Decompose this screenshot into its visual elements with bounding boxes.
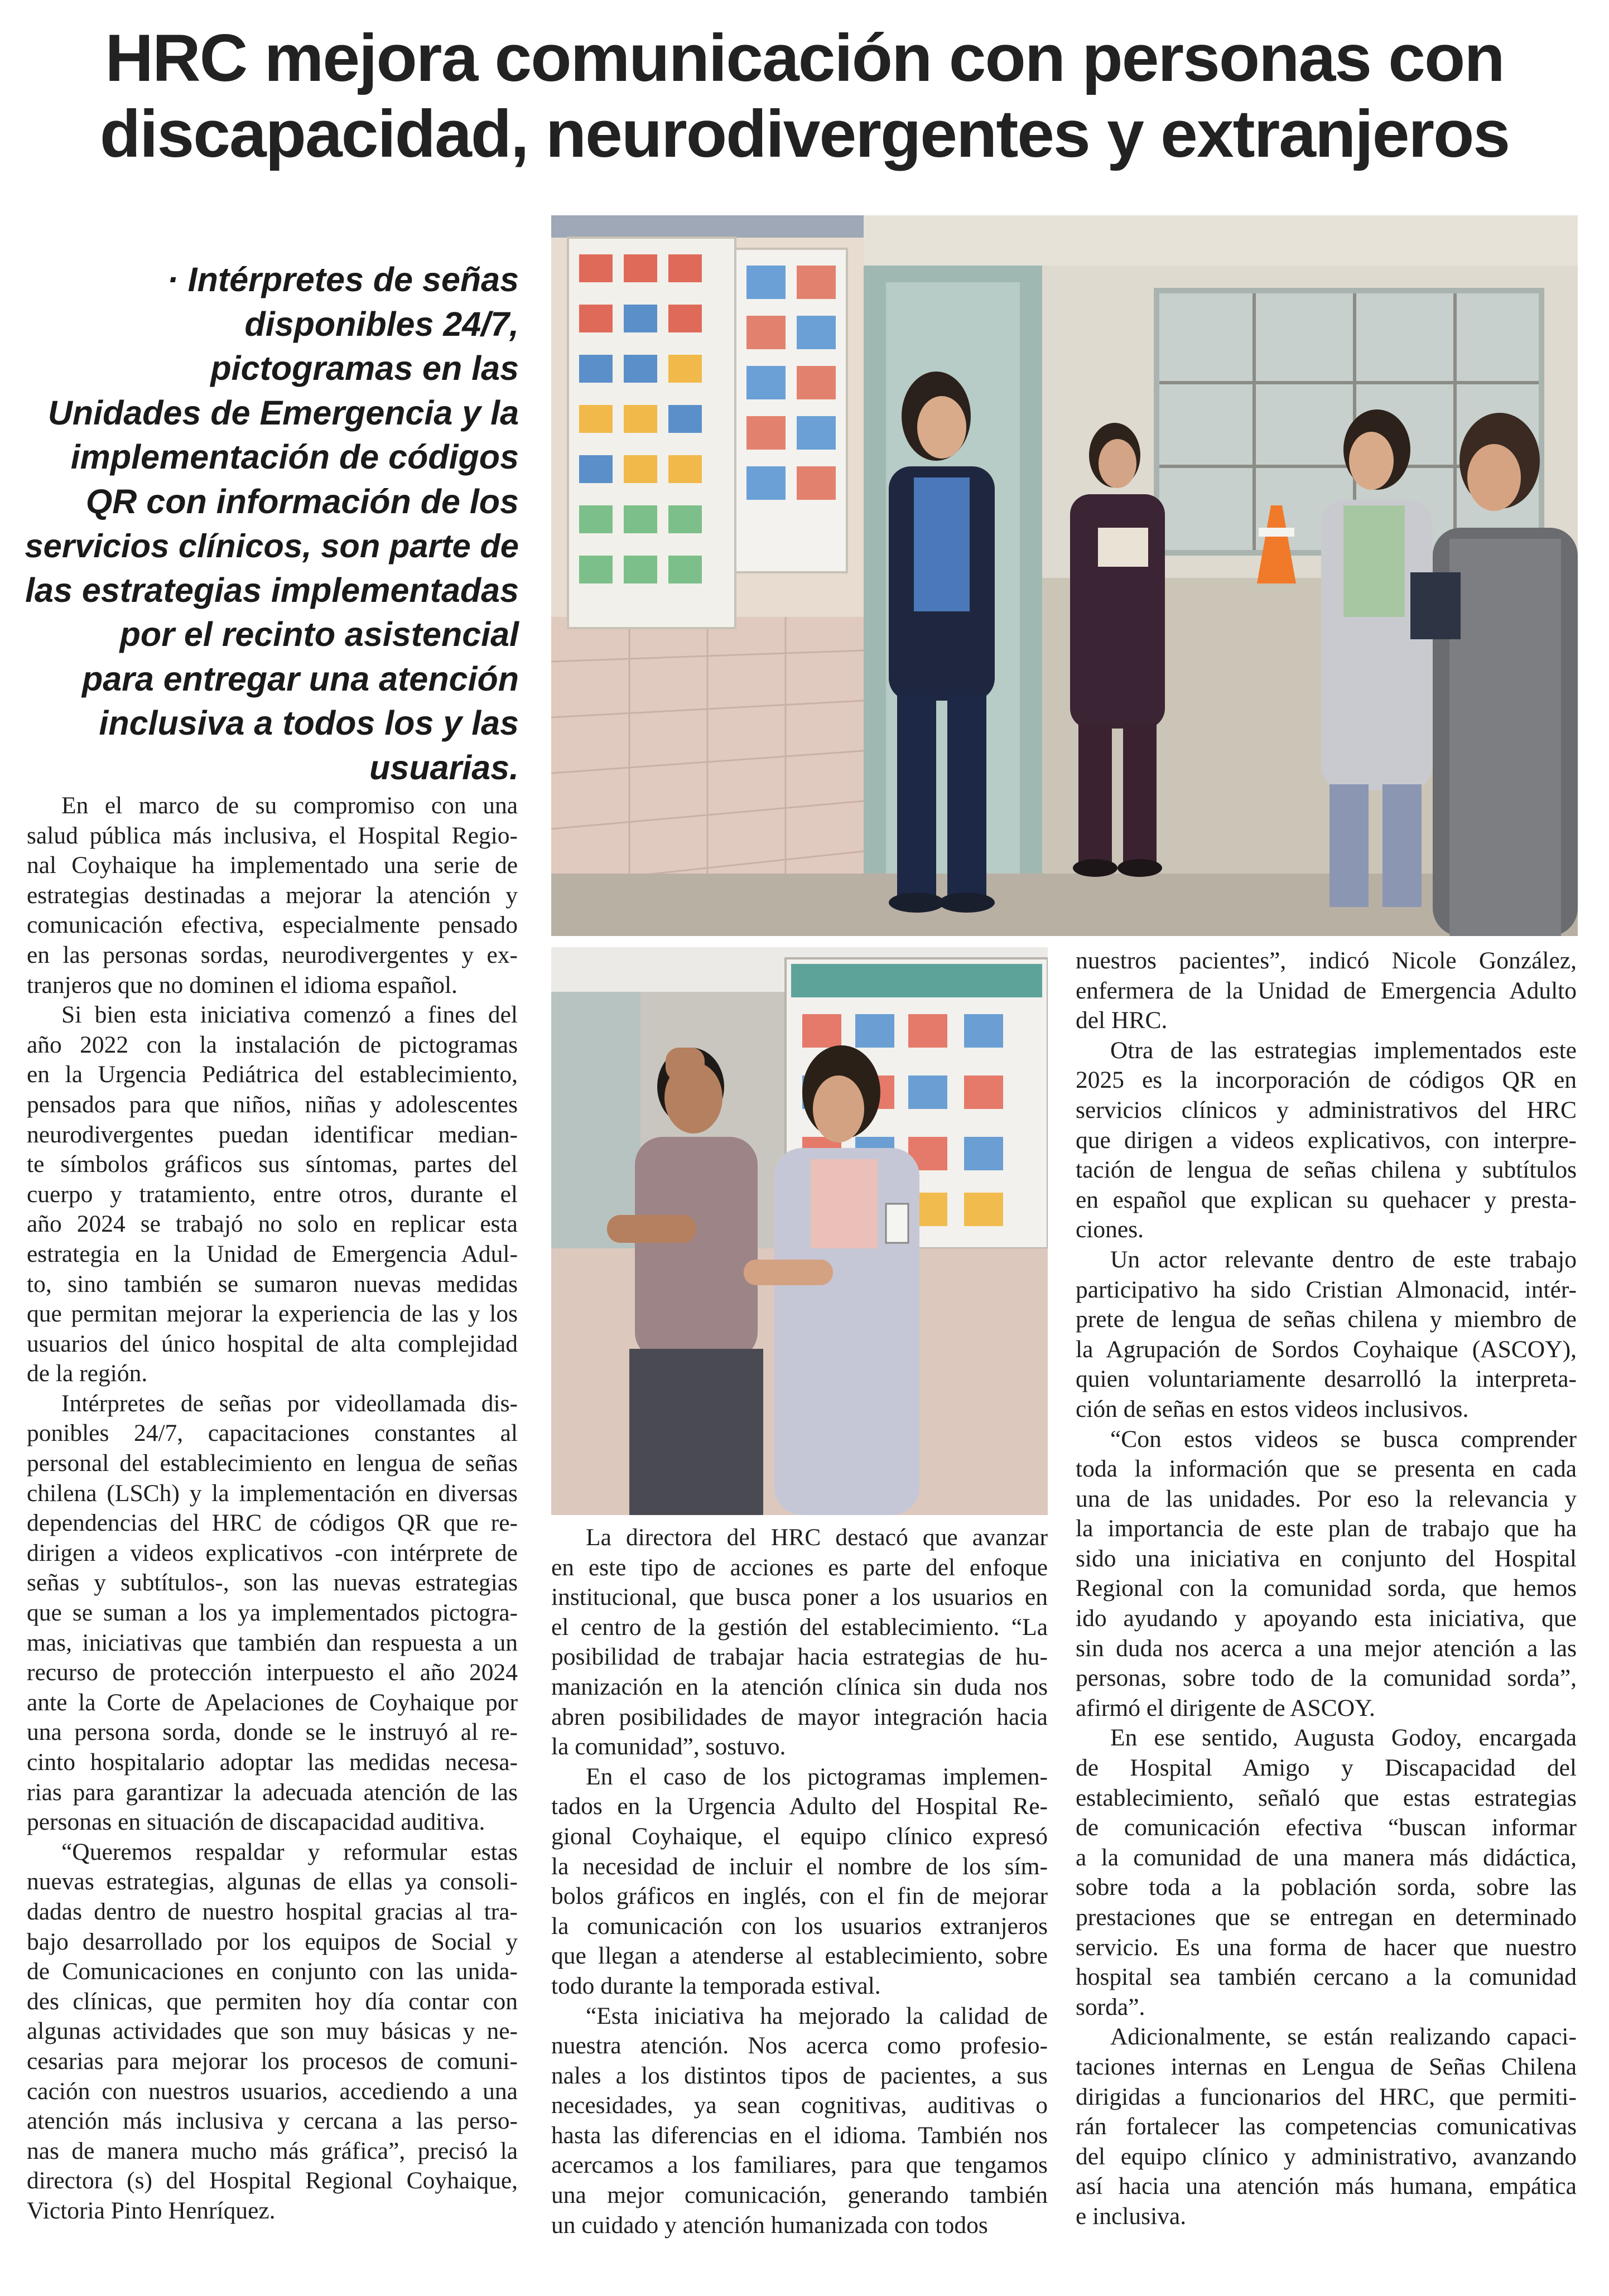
body-text-line: ción de señas en estos videos inclusivos. bbox=[1076, 1395, 1469, 1422]
body-text-line: Si bien esta iniciativa comenzó a fines del bbox=[61, 1001, 518, 1029]
photo-hallway-staff bbox=[551, 215, 1578, 936]
body-text-line: dependencias del HRC de códigos QR que re- bbox=[27, 1509, 518, 1537]
body-text-line: una persona sorda, donde se le instruyó al re- bbox=[27, 1719, 518, 1746]
body-text-line: señas y subtítulos-, son las nuevas estrategias bbox=[27, 1569, 518, 1596]
lead-line: disponibles 24/7, bbox=[244, 305, 519, 343]
body-text-line: tación de lengua de señas chilena y subtítulos bbox=[1076, 1156, 1577, 1184]
body-text-line: año 2024 se trabajó no solo en replicar esta bbox=[27, 1210, 518, 1238]
lead-line: por el recinto asistencial bbox=[119, 615, 519, 653]
body-text-line: toda la información que se presenta en cada bbox=[1076, 1455, 1577, 1483]
body-text-line: pensados para que niños, niñas y adolescentes bbox=[27, 1091, 518, 1118]
body-text-line: de Hospital Amigo y Discapacidad del bbox=[1076, 1754, 1577, 1782]
body-column-1 bbox=[27, 791, 518, 2226]
body-text-line: taciones internas en Lengua de Señas Chilena bbox=[1076, 2053, 1577, 2080]
body-text-line: usuarios del único hospital de alta complejidad bbox=[27, 1330, 518, 1357]
body-text-line: que dirigen a videos explicativos, con interpre- bbox=[1076, 1126, 1577, 1154]
body-text-line: dadas dentro de nuestro hospital gracias al tra- bbox=[27, 1898, 518, 1925]
body-text-line: posibilidad de trabajar hacia estrategias de hu- bbox=[551, 1643, 1048, 1671]
body-text-line: acercamos a los familiares, para que tengamos bbox=[551, 2152, 1048, 2179]
body-text-line: manización en la atención clínica sin duda nos bbox=[551, 1673, 1048, 1700]
body-text-line: que llegan a atenderse al establecimiento, sobre bbox=[551, 1942, 1048, 1970]
body-text-line: Adicionalmente, se están realizando capaci- bbox=[1110, 2023, 1577, 2051]
body-text-line: “Esta iniciativa ha mejorado la calidad de bbox=[586, 2002, 1048, 2029]
body-text-line: algunas actividades que son muy básicas y ne- bbox=[27, 2018, 518, 2045]
body-text-line: cesarias para mejorar los procesos de comuni- bbox=[27, 2047, 518, 2075]
body-text-line: “Queremos respaldar y reformular estas bbox=[61, 1838, 518, 1865]
body-column-3 bbox=[1076, 946, 1577, 2232]
body-text-line: mas, iniciativas que también dan respuesta a un bbox=[27, 1629, 518, 1656]
body-text-line: ponibles 24/7, capacitaciones constantes al bbox=[27, 1420, 518, 1447]
lead-paragraph bbox=[22, 258, 519, 790]
body-text-line: rán fortalecer las competencias comunicativas bbox=[1076, 2113, 1577, 2140]
lead-line: servicios clínicos, son parte de bbox=[25, 527, 519, 565]
body-text-line: En el caso de los pictogramas implemen- bbox=[586, 1763, 1048, 1790]
body-text-line: nales a los distintos tipos de pacientes, a sus bbox=[551, 2062, 1048, 2089]
body-text-line: de comunicación efectiva “buscan informar bbox=[1076, 1814, 1577, 1841]
body-text-line: que se suman a los ya implementados pictogra- bbox=[27, 1599, 518, 1627]
body-text-line: dirigidas a funcionarios del HRC, que permiti- bbox=[1076, 2083, 1577, 2110]
body-text-line: te símbolos gráficos sus síntomas, partes del bbox=[27, 1151, 518, 1178]
body-text-line: hospital sea también cercano a la comunidad bbox=[1076, 1964, 1577, 1991]
photo-interpreter-nurse bbox=[551, 947, 1048, 1515]
body-text-line: necesidades, ya sean cognitivas, auditivas o bbox=[551, 2092, 1048, 2119]
body-text-line: sorda”. bbox=[1076, 1993, 1145, 2020]
body-text-line: ido ayudando y apoyando esta iniciativa, que bbox=[1076, 1605, 1577, 1632]
body-text-line: hasta las diferencias en el idioma. También nos bbox=[551, 2121, 1048, 2149]
body-text-line: nas de manera mucho más gráfica”, precisó la bbox=[27, 2137, 518, 2164]
body-text-line: abren posibilidades de mayor integración hacia bbox=[551, 1703, 1048, 1730]
body-text-line: ante la Corte de Apelaciones de Coyhaique por bbox=[27, 1689, 518, 1716]
body-text-line: estrategias destinadas a mejorar la atención y bbox=[27, 881, 518, 909]
lead-line: las estrategias implementadas bbox=[25, 571, 519, 609]
body-text-line: gional Coyhaique, el equipo clínico expresó bbox=[551, 1822, 1048, 1850]
body-text-line: de la región. bbox=[27, 1360, 148, 1387]
body-text-line: ciones. bbox=[1076, 1216, 1144, 1243]
body-text-line: establecimiento, señaló que estas estrategias bbox=[1076, 1784, 1577, 1811]
body-text-line: la comunidad”, sostuvo. bbox=[551, 1733, 786, 1760]
body-text-line: prestaciones que se entregan en determinado bbox=[1076, 1904, 1577, 1931]
body-text-line: Un actor relevante dentro de este trabajo bbox=[1110, 1246, 1577, 1273]
lead-line: usuarias. bbox=[369, 748, 519, 787]
body-text-line: sobre toda a la población sorda, sobre las bbox=[1076, 1874, 1577, 1901]
body-text-line: el centro de la gestión del establecimiento. “La bbox=[551, 1613, 1048, 1641]
body-text-line: de Comunicaciones en conjunto con las unida- bbox=[27, 1958, 518, 1985]
body-text-line: sido una iniciativa en conjunto del Hospital bbox=[1076, 1545, 1577, 1572]
body-text-line: en este tipo de acciones es parte del enfoque bbox=[551, 1554, 1048, 1581]
body-text-line: servicio. Es una forma de hacer que nuestro bbox=[1076, 1933, 1577, 1961]
body-text-line: nuestros pacientes”, indicó Nicole González, bbox=[1076, 947, 1577, 974]
body-text-line: bajo desarrollado por los equipos de Social y bbox=[27, 1928, 518, 1955]
lead-line: implementación de códigos bbox=[70, 438, 519, 476]
headline-line-1: HRC mejora comunicación con personas con bbox=[105, 21, 1504, 95]
body-text-line: nuevas estrategias, algunas de ellas ya consoli- bbox=[27, 1868, 518, 1895]
body-text-line: Otra de las estrategias implementados este bbox=[1110, 1036, 1577, 1064]
body-text-line: una de las unidades. Por eso la relevancia y bbox=[1076, 1485, 1577, 1512]
body-text-line: un cuidado y atención humanizada con todos bbox=[551, 2211, 988, 2239]
headline-line-2: discapacidad, neurodivergentes y extranjeros bbox=[99, 97, 1510, 171]
body-text-line: la necesidad de incluir el nombre de los sím- bbox=[551, 1853, 1048, 1880]
body-text-line: 2025 es la incorporación de códigos QR en bbox=[1076, 1067, 1577, 1094]
body-text-line: así hacia una atención más humana, empática bbox=[1076, 2173, 1577, 2200]
body-text-line: directora (s) del Hospital Regional Coyhaique, bbox=[27, 2167, 518, 2194]
body-text-line: dirigen a videos explicativos -con intérprete de bbox=[27, 1539, 518, 1566]
body-text-line: año 2022 con la instalación de pictogramas bbox=[27, 1031, 518, 1058]
lead-line: Unidades de Emergencia y la bbox=[47, 393, 519, 432]
body-text-line: en las personas sordas, neurodivergentes y ex- bbox=[27, 941, 518, 968]
lead-line: QR con información de los bbox=[85, 482, 519, 520]
lead-line: inclusiva a todos los y las bbox=[99, 704, 519, 742]
body-text-line: la importancia de este plan de trabajo que ha bbox=[1076, 1515, 1577, 1542]
body-text-line: chilena (LSCh) y la implementación en diversas bbox=[27, 1479, 518, 1507]
body-text-line: personas en situación de discapacidad auditiva. bbox=[27, 1808, 485, 1836]
body-text-line: nuestra atención. Nos acerca como profesio- bbox=[551, 2032, 1048, 2059]
body-text-line: En el marco de su compromiso con una bbox=[61, 792, 518, 819]
body-text-line: cación con nuestros usuarios, accediendo a una bbox=[27, 2077, 518, 2105]
body-text-line: cinto hospitalario adoptar las medidas necesa- bbox=[27, 1749, 518, 1776]
body-text-line: que permitan mejorar la experiencia de las y los bbox=[27, 1300, 518, 1328]
body-text-line: tranjeros que no dominen el idioma español. bbox=[27, 971, 457, 999]
body-text-line: des clínicas, que permiten hoy día contar con bbox=[27, 1988, 518, 2015]
body-text-line: neurodivergentes puedan identificar median- bbox=[27, 1121, 518, 1148]
body-text-line: Intérpretes de señas por videollamada dis- bbox=[61, 1390, 518, 1417]
body-text-line: Regional con la comunidad sorda, que hemos bbox=[1076, 1575, 1577, 1602]
body-text-line: a la comunidad de una manera más didáctica, bbox=[1076, 1844, 1577, 1871]
body-text-line: e inclusiva. bbox=[1076, 2202, 1187, 2230]
body-text-line: Victoria Pinto Henríquez. bbox=[27, 2197, 276, 2224]
body-text-line: comunicación efectiva, especialmente pensado bbox=[27, 911, 518, 939]
body-text-line: salud pública más inclusiva, el Hospital Regio- bbox=[27, 822, 518, 849]
body-text-line: quien voluntariamente desarrolló la interpreta- bbox=[1076, 1366, 1577, 1393]
body-text-line: rias para garantizar la adecuada atención de las bbox=[27, 1778, 518, 1806]
body-text-line: personas, sobre todo de la comunidad sorda”, bbox=[1076, 1665, 1577, 1692]
body-text-line: la comunicación con los usuarios extranjeros bbox=[551, 1912, 1048, 1940]
body-text-line: personal del establecimiento en lengua de señas bbox=[27, 1450, 518, 1477]
body-text-line: sin duda nos acerca a una mejor atención a las bbox=[1076, 1634, 1577, 1662]
body-text-line: nal Coyhaique ha implementado una serie de bbox=[27, 852, 518, 879]
body-text-line: servicios clínicos y administrativos del HRC bbox=[1076, 1096, 1577, 1123]
body-text-line: del HRC. bbox=[1076, 1007, 1168, 1034]
body-text-line: recurso de protección interpuesto el año 2024 bbox=[27, 1659, 518, 1686]
body-text-line: tados en la Urgencia Adulto del Hospital Re- bbox=[551, 1793, 1048, 1820]
lead-line: para entregar una atención bbox=[81, 659, 519, 698]
body-text-line: La directora del HRC destacó que avanzar bbox=[586, 1524, 1048, 1551]
lead-line: pictogramas en las bbox=[210, 349, 519, 387]
body-text-line: participativo ha sido Cristian Almonacid, intér- bbox=[1076, 1276, 1577, 1303]
body-text-line: institucional, que busca poner a los usuarios en bbox=[551, 1584, 1048, 1611]
body-text-line: todo durante la temporada estival. bbox=[551, 1972, 881, 1999]
body-text-line: enfermera de la Unidad de Emergencia Adulto bbox=[1076, 977, 1577, 1004]
lead-line: · Intérpretes de señas bbox=[167, 261, 519, 298]
body-text-line: una mejor comunicación, generando también bbox=[551, 2182, 1048, 2209]
body-text-line: la Agrupación de Sordos Coyhaique (ASCOY), bbox=[1076, 1335, 1577, 1363]
body-text-line: “Con estos videos se busca comprender bbox=[1110, 1425, 1577, 1453]
body-text-line: prete de lengua de señas chilena y miembro de bbox=[1076, 1306, 1577, 1333]
body-text-line: del equipo clínico y administrativo, avanzando bbox=[1076, 2143, 1577, 2170]
body-text-line: atención más inclusiva y cercana a las perso- bbox=[27, 2107, 518, 2135]
body-text-line: afirmó el dirigente de ASCOY. bbox=[1076, 1694, 1375, 1721]
body-text-line: cuerpo y tratamiento, entre otros, durante el bbox=[27, 1180, 518, 1208]
body-column-2 bbox=[551, 1523, 1048, 2240]
body-text-line: estrategia en la Unidad de Emergencia Adul- bbox=[27, 1240, 518, 1267]
body-text-line: En ese sentido, Augusta Godoy, encargada bbox=[1110, 1724, 1577, 1752]
body-text-line: en español que explican su quehacer y presta- bbox=[1076, 1186, 1577, 1213]
body-text-line: bolos gráficos en inglés, con el fin de mejorar bbox=[551, 1883, 1048, 1910]
headline bbox=[17, 20, 1592, 172]
body-text-line: en la Urgencia Pediátrica del establecimiento, bbox=[27, 1061, 518, 1088]
body-text-line: to, sino también se sumaron nuevas medidas bbox=[27, 1270, 518, 1297]
